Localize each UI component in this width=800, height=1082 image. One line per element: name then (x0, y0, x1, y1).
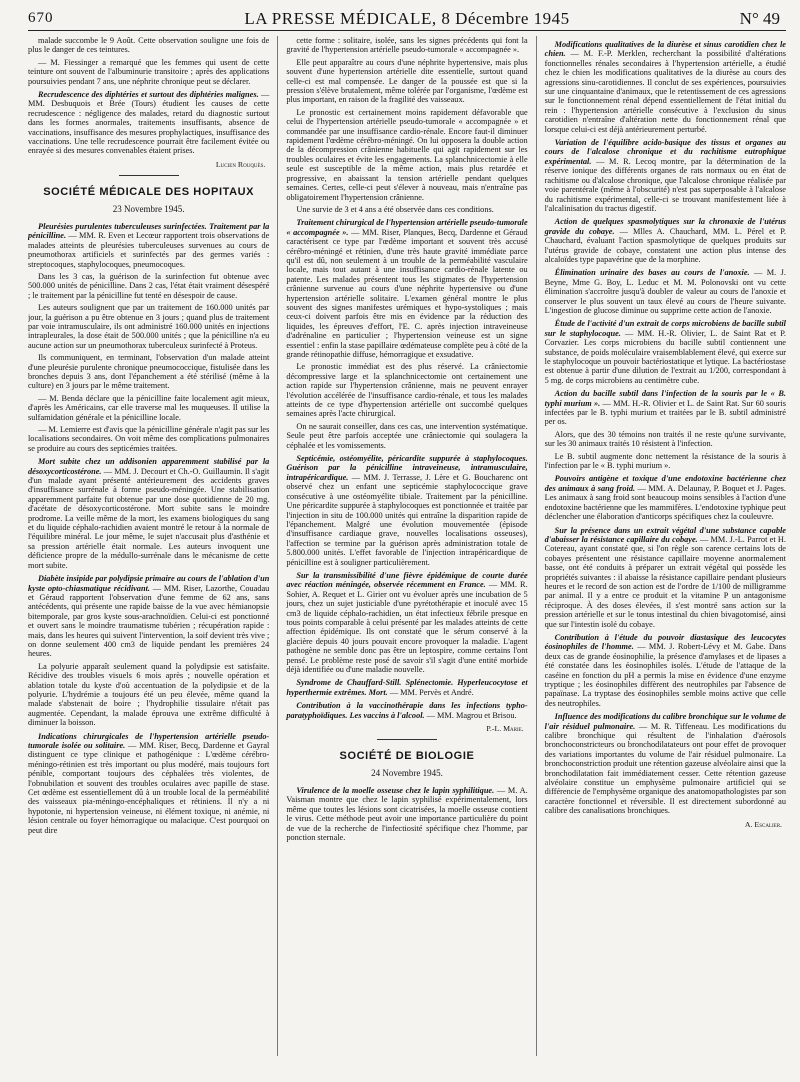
section-title: SOCIÉTÉ MÉDICALE DES HOPITAUX (43, 185, 255, 198)
article-text: — Mlles A. Chauchard, MM. L. Pérel et P. Chauchard, évaluant l'action spasmolytique de quelques produits sur l'utérus gravide de cobaye, constatent une action plus intense des alcaloïdes type papavérine que de la morphine. (544, 226, 786, 264)
article-text: — MM. Riser, Planques, Becq, Dardenne et Géraud caractérisent ce type par l'œdème important et souvent très accusé cérébro-méningé et rétinien, d'une très haute gravité immédiate parce qu'il est dû, non seulement à un trouble de la perméabilité vasculaire locale, mais tout autant à une insuffisance cardio-rénale latente ou patente. Les malades présentent tous les stigmates de l'hypertension crânienne survenue au cours d'une néphrite hypertensive ou d'une hypertension artérielle solitaire. L'examen général montre le plus souvent des signes manifestes urémiques et hypo-systoliques ; mais ceux-ci doivent parfois être mis en évidence par la réduction des liquides, les épreuves d'effort, l'E. C. après injection intraveineuse d'adrénaline en particulier ; l'hypertension veineuse est un signe essentiel : enfin la stase papillaire œdémateuse complète peu à côté de la grande rétinopathie diffuse, hémorragique et exsudative. (286, 227, 528, 359)
paragraph (286, 362, 527, 418)
paragraph (28, 425, 269, 453)
issue-number: N° 49 (739, 9, 780, 28)
article (545, 268, 786, 315)
article-title: Mort subite chez un addisonien apparemment stabilisé par la désoxycorticostérone. (28, 457, 270, 476)
paragraph (28, 732, 269, 835)
article (286, 218, 527, 450)
paragraph (545, 217, 786, 264)
article-text: Dans les 3 cas, la guérison de la surinfection fut obtenue avec 500.000 unités de pénicilline. Dans 2 cas, l'état était vraiment désespéré ; le traitement par la pénicilline fut tenté en désespoir de cause. (28, 271, 270, 300)
article-text: — M. J. Beyne, Mme G. Boy, L. Leduc et M. M. Polonovski ont vu cette élimination s'accroître jusqu'à doubler de valeur au cours de l'anoxie et conserver le plus souvent un taux élevé au cours de l'heure suivante. L'ingestion de glucose diminue ou supprime cette action de l'anoxie. (544, 268, 786, 315)
column-1 (28, 36, 278, 1056)
article-title: Contribution à la vaccinothérapie dans les infections typho-paratyphoïdiques. Les vaccins à l'alcool. (286, 701, 528, 720)
article-title: Sur la transmissibilité d'une fièvre épidémique de courte durée avec réaction méningée, observée récemment en France. (286, 570, 528, 590)
article (286, 786, 527, 842)
page-number: 670 (28, 10, 54, 26)
article-text: — MM. J. Decourt et Ch.-O. Guillaumin. Il s'agit d'un malade ayant présenté antérieurement des accidents graves d'insuffisance surrénale à forme pseudo-méningée. Une stabilisation apparemment parfaite fut obtenue par une dose quotidienne de 20 mg. d'acétate de désoxycorticostérone. Mort subite sans le moindre prodrome. La veille même de la mort, les examens biologiques du sang et du liquide céphalo-rachidien avaient montré le retour à la normale de l'équilibre minéral. Le jour même, le sujet n'accusait plus d'asthénie et sa pression artérielle était normale. Les auteurs invoquent une déficience propre de la médullo-surrénale dans le mécanisme de cette mort subite. (28, 466, 270, 570)
author-signature: Lucien Rouquès. (215, 159, 266, 169)
article-title: Influence des modifications du calibre bronchique sur le volume de l'air résiduel pulmonaire. (544, 712, 786, 731)
paragraph (286, 218, 527, 359)
article-text: — M. Lemierre est d'avis que la pénicilline générale n'agit pas sur les localisations secondaires. On voit même des complications pulmonaires se produire au cours des septicémies traitées. (28, 425, 270, 453)
paragraph (545, 268, 786, 315)
article (28, 732, 269, 835)
column-3 (537, 36, 786, 1056)
article (28, 457, 269, 570)
paragraph (28, 394, 269, 422)
paragraph (28, 574, 269, 659)
paragraph (545, 633, 786, 708)
article (545, 389, 786, 470)
article-text: — MM. H.-R. Olivier et L. de Saint Rat. Sur 60 souris infectées par le B. typhi murium et traitées par le B. subtil administré per os. (544, 398, 786, 427)
paragraph (545, 452, 786, 471)
text-columns (28, 36, 786, 1056)
article-title: Indications chirurgicales de l'hypertension artérielle pseudo-tumorale isolée ou solitaire. (28, 731, 270, 750)
paragraph (545, 712, 786, 815)
article-text: — MM. Pervès et André. (389, 687, 474, 697)
article-title: Étude de l'activité d'un extrait de corps microbiens de bacille subtil sur le staphylocoque. (544, 319, 786, 338)
section-date: 23 Novembre 1945. (112, 203, 185, 214)
article (545, 633, 786, 708)
article (28, 222, 269, 453)
article-title: Élimination urinaire des bases au cours de l'anoxie. (554, 268, 750, 278)
paragraph (28, 303, 269, 350)
paragraph (286, 454, 527, 567)
article-text: — MM. J. Robert-Lévy et M. Gabe. Dans deux cas de grande éosinophilie, la présence d'amylases et de lipases a été constatée dans les éosinophiles isolés. L'étude de l'attaque de la caséine en fonction du pH a permis la mise en évidence d'une enzyme tryptique ; les éosinophiles diffèrent des neutrophiles par l'absence de papaïnase. La tryptase des éosinophiles semble moins active que celle des neutrophiles. (544, 642, 786, 708)
paragraph (545, 389, 786, 427)
paragraph (28, 457, 269, 570)
article (545, 526, 786, 629)
article-text: Ils communiquent, en terminant, l'observation d'un malade atteint d'une pleurésie purulente chronique pneumococcique, fistulisée dans les bronches depuis 3 ans, dont l'épanchement a été stérilisé (même à la culture) en 3 jours par le même traitement. (28, 353, 270, 391)
article (545, 138, 786, 213)
article-text: — M. F.-P. Merklen, recherchant la possibilité d'altérations fonctionnelles rénales secondaires à l'hypertension artérielle, a étudié chez le chien les modifications qualitatives de la diurèse au cours des agressions sinu-carotidiennes. Il conclut de ses expériences, poursuivies sur une cinquantaine d'animaux, que le retentissement de ces agressions sur le fonctionnement rénal dépend essentiellement de l'état initial du rein : l'hypertension artérielle consécutive à l'exclusion du sinus carotidien n'entraîne d'altération nette du fonctionnement rénal que lorsque celui-ci est déjà antérieurement perturbé. (544, 49, 786, 134)
paragraph (28, 90, 269, 156)
article-text: — MM. R. Sohier, A. Requet et L. Girier ont vu évoluer après une incubation de 5 jours, chez un sujet justiciable d'une pyrétothérapie et inoculé avec 15 cm3 de liquide céphalo-rachidien, un état infectieux fébrile presque en tous points comparable à celui présenté par les malades atteints de cette affection épidémique. Ils ont constaté que le sérum conservé à la glacière depuis 40 jours pouvait encore provoquer la maladie. L'agent pathogène ne semble donc pas être un leptospire, comme certains l'ont pensé. Le problème reste posé de savoir s'il s'agit d'une entité morbide déjà identifiée ou d'une maladie nouvelle. (286, 580, 528, 674)
paragraph (28, 353, 269, 391)
article-title: Traitement chirurgical de l'hypertension artérielle pseudo-tumorale « accompagnée ». (286, 218, 528, 237)
article-text: — MM. A. Delaunay, P. Boquet et J. Pages. Les animaux à sang froid sont beaucoup moins sensibles à l'action d'une endotoxine bactérienne que les mammifères. L'endotoxine typhique peut déclencher une élaboration d'anticorps spécifiques chez la couleuvre. (544, 483, 786, 522)
paragraph (286, 786, 527, 842)
article-title: Septicémie, ostéomyélite, péricardite suppurée à staphylocoques. Guérison par la pénicilline intraveineuse, intramusculaire, intrapéricardique. (286, 454, 528, 482)
paragraph: Le pronostic est certainement moins rapidement défavorable que celui de l'hypertension artérielle pseudo-tumorale « accompagnée » et commandée par une insuffisance cardio-rénale. Encore faut-il diminuer rapidement l'œdème cérébro-méningé. On lui opposera la double action de la décompression crânienne habituelle qui agit rapidement sur les troubles oculaires et évite les engagements. La splanchnicectomie à elle seule est susceptible de la même action, mais plus retardée et progressive, en abaissant la tension artérielle pendant quelques semaines. Certes, celle-ci peut s'élever à nouveau, mais n'entraîne pas obligatoirement l'hypertension crânienne. (286, 107, 528, 202)
article (286, 701, 527, 720)
article-text: — M. R. Lecoq montre, par la détermination de la réserve ionique des différents organes de rats normaux ou en état de rachitisme ou d'alcalose chronique, que l'alcalose chronique réalisée par voie parentérale (même à l'obscurité) n'est pas superposable à l'alcalose du rachitisme expérimental, celle-ci se trouvant manifestement liée à l'alcalinisation du tractus digestif. (544, 156, 786, 213)
article-text: — MM. R. Even et Lecœur rapportent trois observations de malades atteints de pleurésies tuberculeuses survenues au cours de pneumothorax artificiels et surinfectés par des germes variés : streptocoques, staphylocoques, pneumocoques. (28, 231, 270, 269)
separator-rule (377, 739, 437, 740)
paragraph (545, 430, 786, 449)
article-title: Pouvoirs antigène et toxique d'une endotoxine bactérienne chez des animaux à sang froid. (544, 474, 786, 493)
article-title: Recrudescence des diphtéries et surtout des diphtéries malignes. (38, 90, 259, 100)
article (286, 571, 527, 674)
article (545, 217, 786, 264)
paragraph: Une survie de 3 et 4 ans a été observée dans ces conditions. (296, 204, 494, 214)
article-title: Syndrome de Chauffard-Still. Splénectomie. Hyperleucocytose et hyperthermie extrêmes. Mort. (286, 678, 528, 697)
article-text: — MM. Riser, Lazorthe, Couadau et Géraud rapportent l'observation d'une femme de 62 ans, sans antécédents, qui présente une rapide baisse de la vue avec hémianopsie bitemporale, par gros kyste sous-arachnoïdien. Celui-ci est ponctionné et ouvert sans le moindre traumatisme tubérien ; récupération rapide : mais, dans les heures qui suivent l'intervention, la soif devient très vive ; on donne seulement 400 cm3 de liquide pendant les premières 24 heures. (28, 583, 270, 659)
article-text: — M. Benda déclare que la pénicilline faite localement agit mieux, d'après les Américains, car elle traverse mal les muqueuses. Il utilise la sulfamidation générale et la pénicilline locale. (28, 393, 270, 422)
section-title: SOCIÉTÉ DE BIOLOGIE (339, 750, 475, 763)
paragraph (286, 571, 527, 674)
article-text: — MM. Desbuquois et Brée (Tours) étudient les causes de cette recrudescence : négligence des malades, retard du diagnostic surtout dans les formes anormales, traitements insuffisants, absence de vaccinations, insuffisance des mesures prophylactiques, insuffisance des vaccinations. Une telle recrudescence pourrait être facilement évitée ou enrayée si des mesures convenables étaient prises. (28, 90, 270, 156)
separator-rule (119, 175, 179, 176)
article-title: Pleurésies purulentes tuberculeuses surinfectées. Traitement par la pénicilline. (28, 221, 270, 241)
article (28, 90, 269, 156)
article (286, 678, 527, 697)
paragraph (545, 40, 786, 134)
article-text: Le pronostic immédiat est des plus réservé. La crâniectomie décompressive large et la splanchnicectomie ont certainement une action rapide sur l'hypertension crânienne, mais ne peuvent enrayer l'évolution accélérée de l'insuffisance cardio-rénale, et tous les malades atteints de ce type d'hypertension artérielle ont succombé quelques semaines après l'acte chirurgical. (286, 362, 528, 419)
paragraph (545, 474, 786, 521)
article (545, 474, 786, 521)
article-title: Modifications qualitatives de la diurèse et sinus carotidien chez le chien. (544, 40, 786, 59)
paragraph (545, 526, 786, 629)
article-text: La polyurie apparaît seulement quand la polydipsie est satisfaite. Récidive des troubles visuels 6 mois après ; nouvelle opération et ablation totale du kyste d'où accentuation de la polydipsie et de la polyurie. L'hydrémie a toujours été un peu élevée, même quand la malade s'abstenait de boire ; l'hydrophilie tissulaire n'était pas augmentée. Cependant, la malade éprouva une extrême difficulté à diminuer la boisson. (28, 661, 270, 728)
paragraph (545, 138, 786, 213)
article-text: — M. A. Vaisman montre que chez le lapin syphilisé expérimentalement, lors même que toutes les lésions sont cicatrisées, la moelle osseuse contient le virus. Cette méthode peut avoir une importance particulière du point de vue de la recherche de l'infectiosité spécifique chez l'homme, par ponction sternale. (286, 786, 528, 843)
article (286, 454, 527, 567)
article-title: Virulence de la moelle osseuse chez le lapin syphilitique. (296, 786, 495, 796)
article-text: Alors, que des 30 témoins non traités il ne reste qu'une survivante, sur les 30 animaux traités 10 résistent à l'infection. (544, 429, 786, 449)
section-date: 24 Novembre 1945. (371, 768, 443, 779)
article-title: Action du bacille subtil dans l'infection de la souris par le « B. typhi murium ». (544, 389, 786, 408)
article-text: — MM. H.-R. Olivier, L. de Saint Rat et P. Corvazier. Les corps microbiens du bacille subtil contiennent une substance, de poids moléculaire vraisemblablement élevé, qui exerce sur le staphylocoque un pouvoir bactériostatique et lytique. La bactériostase est obtenue à partir d'une dilution de l'extrait au 1/200, correspondant à 5 mg. de corps microbiens au centimètre cube. (544, 328, 786, 385)
article-text: — MM. J.-L. Parrot et H. Cotereau, ayant constaté que, si l'on règle son carence certains lots de cobayes présentent une résistance capillaire moyenne anormalement basse, ont été conduits à préparer un extrait végétal qui possède les propriétés suivantes : il abaisse la résistance capillaire pendant plusieurs heures et le record de son action est de l'ordre de 1/100 de milligramme par animal. Il y a entre ce produit et la vitamine P un antagonisme réciproque. À des doses élevées, il s'est montré sans action sur la pression artérielle et sur le tonus intestinal du chien bivagotomisé, ainsi que sur l'intestin isolé du cobaye. (544, 534, 786, 629)
article-title: Action de quelques spasmolytiques sur la chronaxie de l'utérus gravide du cobaye. (544, 217, 786, 236)
running-header (28, 8, 786, 31)
article-text: Le B. subtil augmente donc nettement la résistance de la souris à l'infection par le « B. typhi murium ». (544, 451, 786, 471)
article-text: — M. R. Tiffeneau. Les modifications du calibre bronchique qui résultent de l'inhalation d'aérosols bronchoconstricteurs ou bronchodilatateurs ont pour effet de provoquer des variations importantes du volume de l'air résiduel pulmonaire. La bronchoconstriction produit une rétention gazeuse alvéolaire ainsi que la bronchodilatation fait immédiatement cesser. Cette rétention gazeuse alvéolaire constitue un emphysème pulmonaire artificiel qui se différencie de l'emphysème organique des anatomopathologistes par son caractère fonctionnel et réversible. Il est directement subordonné au calibre des canalisations bronchiques. (544, 721, 786, 816)
paragraph (286, 678, 527, 697)
article-title: Contribution à l'étude du pouvoir diastasique des leucocytes éosinophiles de l'homme. (544, 632, 786, 652)
article-text: — MM. Magrou et Brisou. (426, 710, 517, 720)
article (28, 574, 269, 728)
paragraph (286, 701, 527, 720)
paragraph: malade succombe le 9 Août. Cette observation souligne une fois de plus le danger de ces teintures. (28, 36, 270, 55)
author-signature: P.-L. Marie. (486, 724, 524, 734)
article (545, 40, 786, 134)
article-text: Les auteurs soulignent que par un traitement de 160.000 unités par jour, la guérison a pu être obtenue en 3 jours ; quand plus de traitement par voie intramusculaire, ils ont administré 160.000 unités en injections intrapleurales, la dose était de 500.000 unités ; que la pénicilline n'a eu aucune action sur un pneumothorax tuberculeux surinfecté à Proteus. (28, 303, 270, 350)
article (545, 712, 786, 815)
paragraph: — M. Fiessinger a remarqué que les femmes qui usent de cette teinture ont souvent de l'albuminurie transitoire ; après des applications poursuivies pendant 7 ans, une néphrite chronique peut se déclarer. (28, 57, 270, 86)
article-title: Variation de l'équilibre acido-basique des tissus et organes au cours de l'alcalose chronique et du rachitisme eutrophique expérimental. (544, 138, 786, 166)
paragraph (28, 662, 269, 728)
paragraph (545, 319, 786, 385)
article-text: — MM. Riser, Becq, Dardenne et Gayral distinguent ce type clinique et pathogénique : L'œdème cérébro-méningo-rétinien est très important ou plus modéré, mais toujours fort pénible, comportant toujours des céphalées très violentes, de l'obnubilation et souvent des troubles oculaires avec papille de stase. Cet œdème est essentiellement dû à un trouble local de la perméabilité des vaisseaux pia-méningo-encéphaliques et rétiniens. Il n'y a ni hypotonie, ni hypertension veineuse, ni élément toxique, ni anémie, ni lésion centrale ou foyer hémorragique ou malacique. C'est pourquoi on peut dire (28, 741, 270, 835)
paragraph: Elle peut apparaître au cours d'une néphrite hypertensive, mais plus souvent d'une hypertension artérielle dite essentielle, surtout quand celle-ci est mal compensée. Le danger de la poussée est que si la pression s'élève brutalement, même tolérée par l'organisme, l'œdème est plus important, en raison de la fragilité des vaisseaux. (286, 57, 528, 105)
paragraph (286, 422, 527, 450)
paragraph (28, 222, 269, 269)
paragraph: cette forme : solitaire, isolée, sans les signes précédents qui font la gravité de l'hypertension artérielle pseudo-tumorale « accompagnée ». (286, 36, 528, 55)
author-signature: A. Escalier. (744, 819, 782, 829)
article-text: On ne saurait conseiller, dans ces cas, une intervention systématique. Seule peut être parfois acceptée une crâniectomie qui soulagera la céphalée et les vomissements. (286, 421, 528, 450)
paragraph (28, 272, 269, 300)
column-2 (278, 36, 536, 1056)
article-title: Diabète insipide par polydipsie primaire au cours de l'ablation d'un kyste opto-chiasmatique récidivant. (28, 574, 270, 593)
journal-title: LA PRESSE MÉDICALE, 8 Décembre 1945 (244, 9, 570, 28)
article-text: — MM. J. Terrasse, J. Lère et G. Boucharenc ont observé chez un enfant une septicémie staphylococcique grave consécutive à une ostéomyélite tibiale. Traitement par la pénicilline. Une péricardite suppurée à staphylocoques est ponctionnée et traitée par l'injection in situ de 100.000 unités qui entraîne la disparition rapide de l'épanchement. Malgré une évolution mouvementée (épisode d'insuffisance cardiaque grave, nouvelles localisations osseuses), l'affection se termine par la guérison après administration totale de 5.800.000 unités. L'effet favorable de l'injection intrapéricardique de pénicilline est à souligner particulièrement. (286, 472, 528, 567)
article (545, 319, 786, 385)
article-title: Sur la présence dans un extrait végétal d'une substance capable d'abaisser la résistance capillaire du cobaye. (544, 525, 786, 544)
